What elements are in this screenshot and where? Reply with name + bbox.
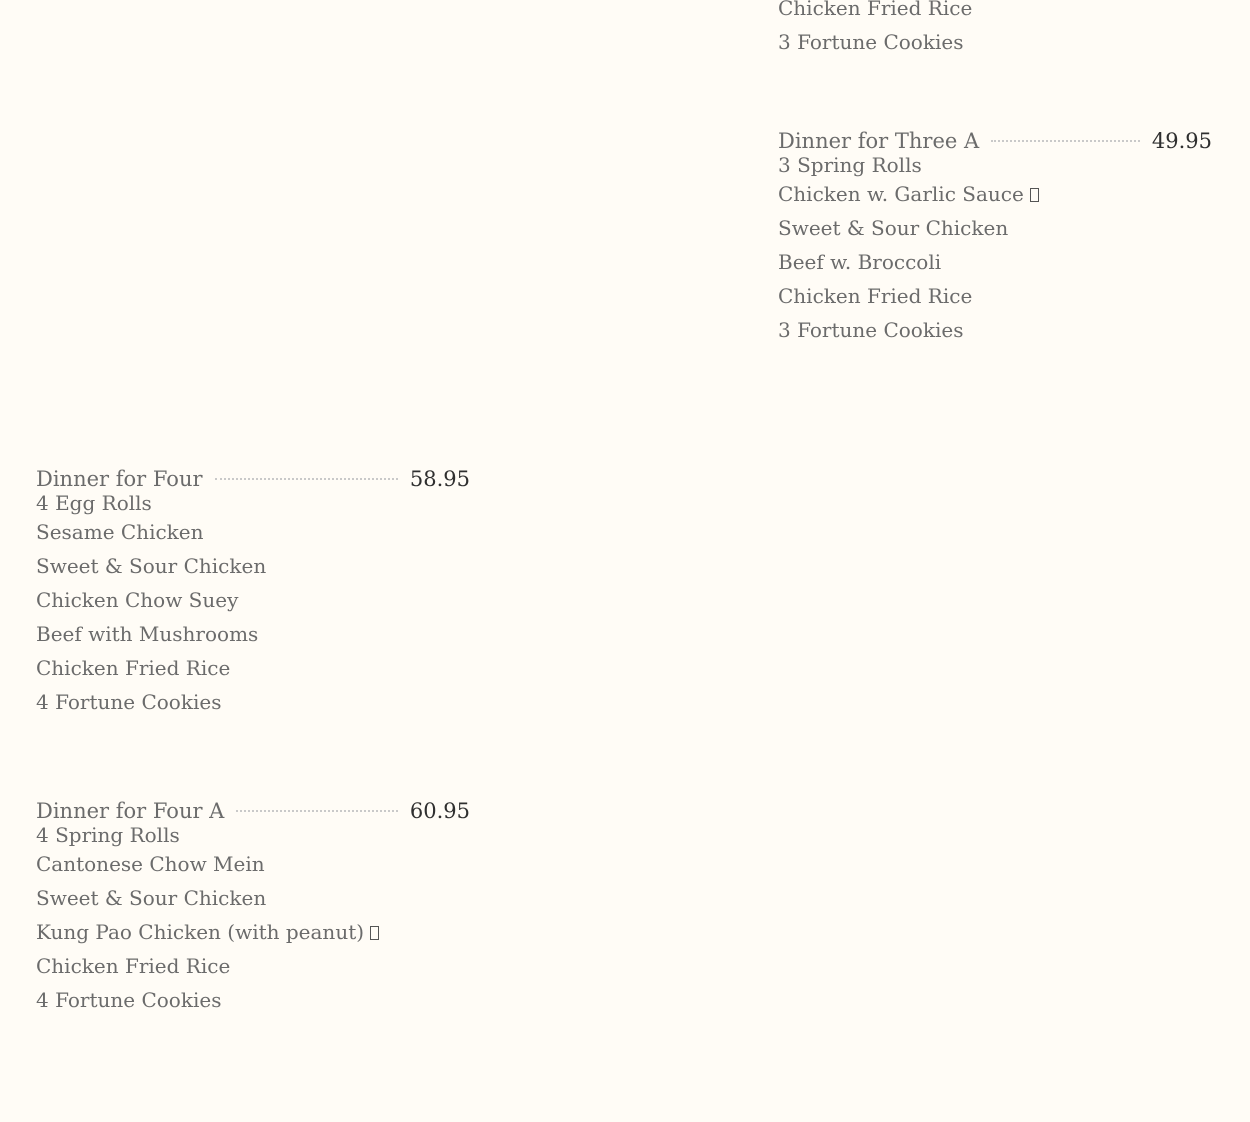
menu-block-title: Dinner for Three A (778, 129, 980, 153)
menu-block-dinner-four-a (36, 799, 470, 1017)
menu-block-dinner-four (36, 467, 470, 719)
menu-item-label: 4 Fortune Cookies (36, 690, 222, 714)
menu-item (778, 153, 1212, 177)
menu-item (36, 491, 470, 515)
menu-item (778, 0, 1212, 25)
menu-item-label: Beef with Mushrooms (36, 622, 259, 646)
menu-item-label: Chicken Fried Rice (36, 656, 231, 680)
menu-block-header (36, 467, 470, 491)
spicy-icon (370, 926, 379, 940)
menu-item-label: Sweet & Sour Chicken (778, 216, 1009, 240)
menu-item (778, 245, 1212, 279)
menu-item-label: 3 Spring Rolls (778, 153, 922, 177)
menu-block-price: 58.95 (409, 467, 470, 491)
menu-item-list (778, 0, 1212, 59)
menu-item-label: Sesame Chicken (36, 520, 204, 544)
menu-item-label: Chicken Chow Suey (36, 588, 239, 612)
menu-item-label: Cantonese Chow Mein (36, 852, 265, 876)
menu-block-title: Dinner for Four (36, 467, 203, 491)
menu-item-label: Sweet & Sour Chicken (36, 886, 267, 910)
menu-item (778, 211, 1212, 245)
menu-item (36, 617, 470, 651)
menu-block-header (778, 129, 1212, 153)
menu-item-label: 4 Fortune Cookies (36, 988, 222, 1012)
menu-block-title: Dinner for Four A (36, 799, 225, 823)
menu-item (36, 983, 470, 1017)
menu-item-label: 3 Fortune Cookies (778, 318, 964, 342)
menu-item (36, 881, 470, 915)
menu-item (36, 515, 470, 549)
menu-item-label: 4 Spring Rolls (36, 823, 180, 847)
menu-block-price: 60.95 (409, 799, 470, 823)
menu-item (36, 549, 470, 583)
menu-block-price: 49.95 (1151, 129, 1212, 153)
menu-item-label: Chicken Fried Rice (778, 0, 973, 20)
menu-item (36, 847, 470, 881)
menu-item-label: Chicken Fried Rice (778, 284, 973, 308)
menu-item (778, 279, 1212, 313)
menu-item-label: 3 Fortune Cookies (778, 30, 964, 54)
menu-item (36, 823, 470, 847)
menu-block-partial (778, 0, 1212, 59)
dot-leader (215, 478, 398, 480)
menu-item (36, 583, 470, 617)
menu-block-dinner-three-a (778, 129, 1212, 347)
menu-item (36, 915, 470, 949)
spicy-icon (1030, 188, 1039, 202)
menu-item (36, 651, 470, 685)
menu-item-label: 4 Egg Rolls (36, 491, 152, 515)
menu-item-list (36, 823, 470, 1017)
menu-item-list (36, 491, 470, 719)
menu-item-label: Kung Pao Chicken (with peanut) (36, 920, 365, 944)
menu-item (778, 313, 1212, 347)
dot-leader (991, 140, 1140, 142)
dot-leader (236, 810, 398, 812)
menu-block-header (36, 799, 470, 823)
menu-item (778, 25, 1212, 59)
menu-item (36, 949, 470, 983)
menu-item-label: Sweet & Sour Chicken (36, 554, 267, 578)
menu-item-label: Chicken Fried Rice (36, 954, 231, 978)
menu-item (36, 685, 470, 719)
menu-item-label: Beef w. Broccoli (778, 250, 942, 274)
menu-item-label: Chicken w. Garlic Sauce (778, 182, 1024, 206)
menu-item (778, 177, 1212, 211)
menu-item-list (778, 153, 1212, 347)
